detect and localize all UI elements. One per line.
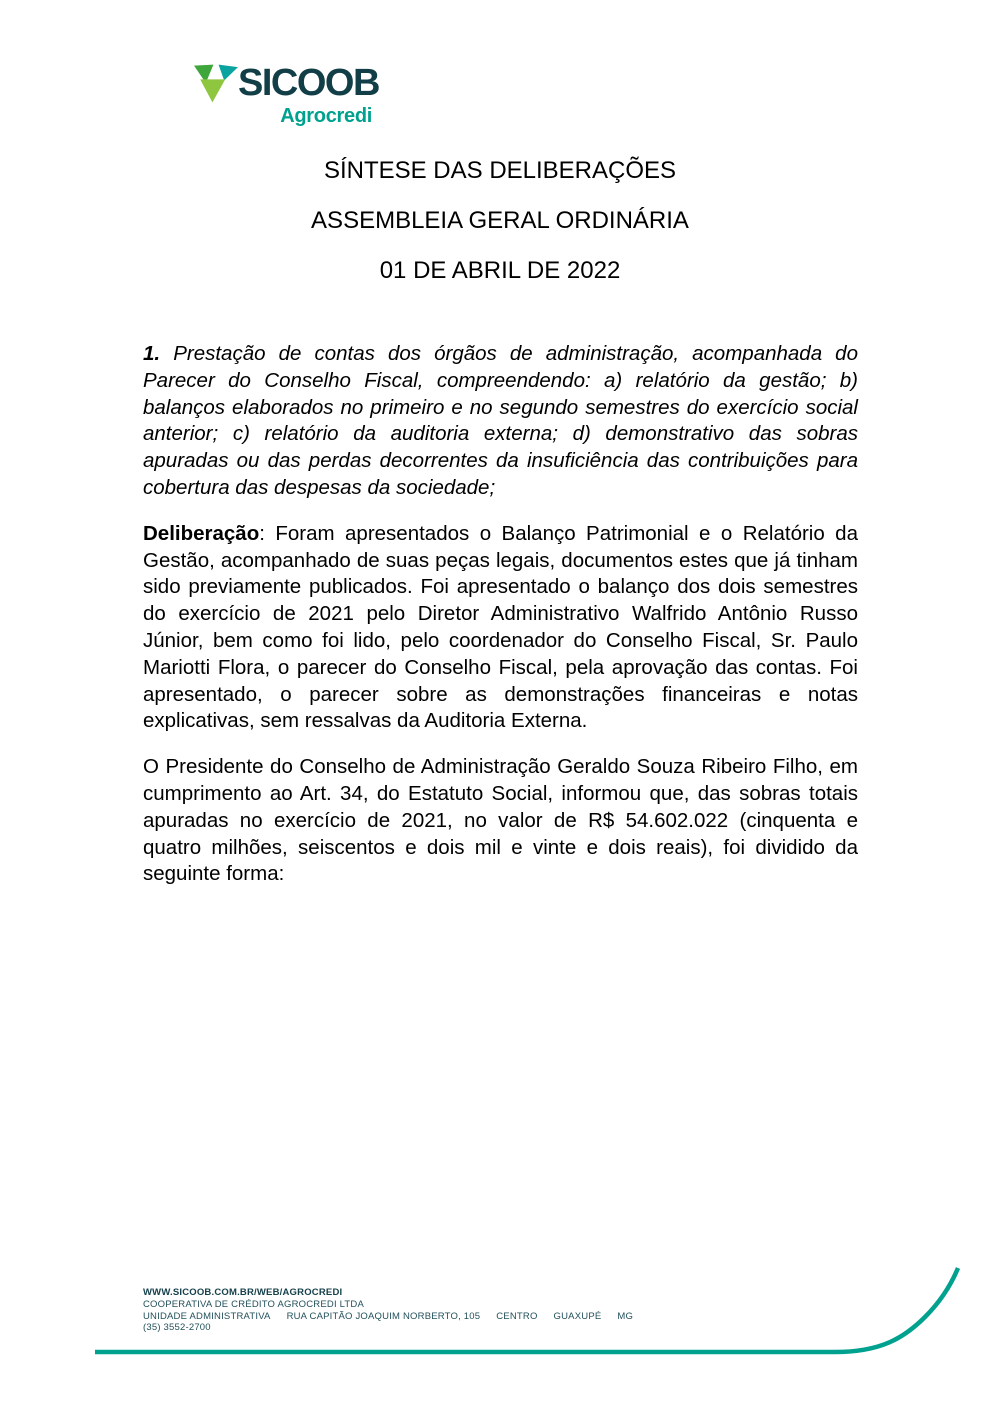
footer-address-district: CENTRO [496,1310,538,1322]
sicoob-agrocredi-logo [192,60,412,140]
deliberation-label: Deliberação [143,521,260,545]
footer-address [143,1311,883,1323]
logo-subbrand-text: Agrocredi [280,105,372,127]
document-title-line-3: 01 DE ABRIL DE 2022 [379,257,621,284]
deliberation-paragraph [143,521,858,735]
footer-website: WWW.SICOOB.COM.BR/WEB/AGROCREDI [143,1287,343,1298]
deliberation-text: : Foram apresentados o Balanço Patrimonial e o Relatório da Gestão, acompanhado de suas peças legais, documentos estes que já tinham sido previamente publicados. Foi apresentado o balanço dos dois semestres do exercício de 2021 pelo Diretor Administrativo Walfrido Antônio Russo Júnior, bem como foi lido, pelo coordenador do Conselho Fiscal, Sr. Paulo Mariotti Flora, o parecer do Conselho Fiscal, pela aprovação das contas. Foi apresentado, o parecer sobre as demonstrações financeiras e notas explicativas, sem ressalvas da Auditoria Externa. [143,521,858,733]
footer-phone: (35) 3552-2700 [143,1322,211,1334]
document-title-line-1: SÍNTESE DAS DELIBERAÇÕES [323,157,677,184]
agenda-item-text: Prestação de contas dos órgãos de administração, acompanhada do Parecer do Conselho Fiscal, compreendendo: a) relatório da gestão; b) balanços elaborados no primeiro e no segundo semestres do exercício social anterior; c) relatório da auditoria externa; d) demonstrativo das sobras apuradas ou das perdas decorrentes da insuficiência das contribuições para cobertura das despesas da sociedade; [143,342,858,499]
sicoob-logo-icon [192,62,240,104]
footer-address-state: MG [617,1310,634,1322]
footer-address-street: RUA CAPITÃO JOAQUIM NORBERTO, 105 [286,1310,481,1322]
document-title-line-2: ASSEMBLEIA GERAL ORDINÁRIA [311,207,689,234]
document-body [143,341,858,907]
agenda-item-paragraph [143,341,858,502]
page-footer [143,1287,883,1334]
agenda-item-number: 1. [143,342,161,365]
footer-company-name: COOPERATIVA DE CRÉDITO AGROCREDI LTDA [143,1298,365,1310]
footer-address-unit: UNIDADE ADMINISTRATIVA [143,1310,271,1322]
president-paragraph: O Presidente do Conselho de Administração Geraldo Souza Ribeiro Filho, em cumprimento ao Art. 34, do Estatuto Social, informou que, das sobras totais apuradas no exercício de 2021, no valor de R$ 54.602.022 (cinquenta e quatro milhões, seiscentos e dois mil e vinte e dois reais), foi dividido da seguinte forma: [143,755,858,886]
footer-address-city: GUAXUPÉ [553,1310,602,1322]
logo-brand-text: SICOOB [238,62,379,104]
